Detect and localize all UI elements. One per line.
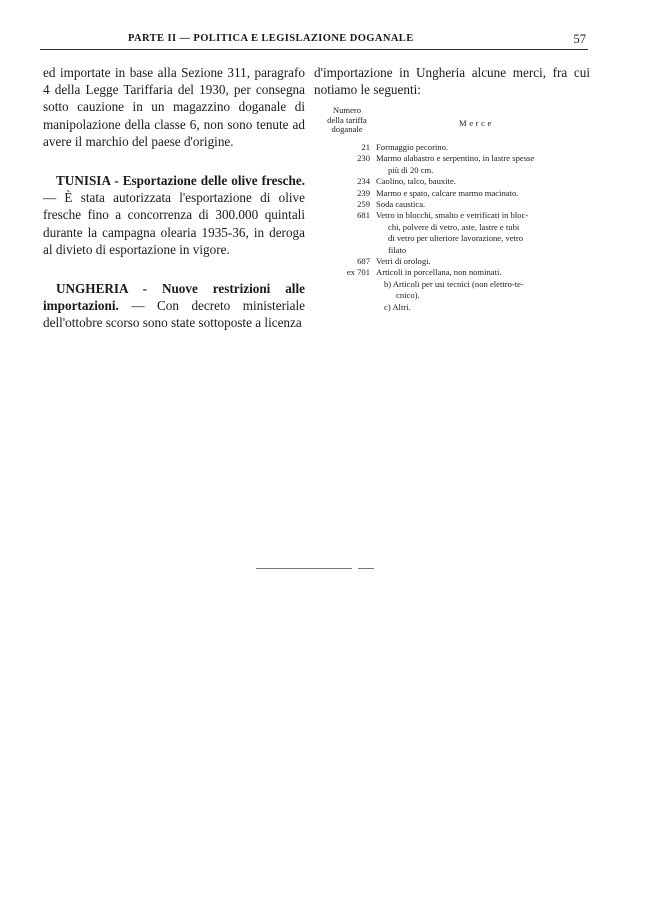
description-line: Caolino, talco, bauxite.	[376, 176, 456, 187]
right-column	[314, 64, 590, 98]
number-header-line: doganale	[331, 124, 363, 135]
tariff-number: 259	[357, 199, 370, 209]
goods-description	[376, 256, 588, 267]
description-line: Vetri di orologi.	[376, 256, 431, 266]
description-line: chi, polvere di vetro, aste, lastre e tubi	[388, 221, 520, 232]
description-line: Vetro in blocchi, smalto e vetrificati in bloc-	[376, 210, 529, 221]
page-number: 57	[573, 32, 586, 46]
goods-description	[376, 142, 588, 153]
subitem-line: c) Altri.	[384, 301, 411, 312]
description-line: Marmo alabastro e serpentino, in lastre spesse	[376, 153, 535, 164]
goods-description	[376, 199, 588, 210]
number-header-line: Numero	[332, 105, 362, 115]
tariff-number: 21	[361, 142, 370, 152]
goods-description	[376, 153, 588, 176]
left-column	[43, 64, 305, 332]
goods-description	[376, 188, 588, 199]
ungheria-heading: UNGHERIA - Nuove restrizioni alle importazioni.	[43, 281, 305, 314]
tariff-number: ex 701	[346, 267, 370, 278]
tariff-number: 230	[357, 153, 370, 164]
tariff-number: 687	[357, 256, 370, 266]
tariff-number: 239	[357, 187, 370, 198]
description-line: di vetro per ulteriore lavorazione, vetro	[388, 233, 524, 244]
number-column-header	[314, 106, 380, 135]
table-subitem	[384, 279, 588, 302]
table-subitem	[384, 302, 588, 313]
running-header	[40, 33, 588, 49]
ungheria-text: — Con decreto ministeriale dell'ottobre scorso sono state sottoposte a licenza	[43, 298, 305, 331]
running-title: PARTE II — POLITICA E LEGISLAZIONE DOGANALE	[128, 33, 414, 44]
description-line: Articoli in porcellana, non nominati.	[376, 267, 502, 278]
tunisia-paragraph	[43, 172, 305, 258]
goods-description	[376, 210, 588, 256]
end-rule-long	[256, 568, 352, 569]
ungheria-paragraph	[43, 280, 305, 332]
tariff-number: 234	[357, 176, 370, 187]
description-line: più di 20 cm.	[388, 164, 434, 175]
header-rule	[40, 49, 588, 50]
description-line: Soda caustica.	[376, 199, 426, 209]
number-header-line: della tariffa	[327, 114, 367, 125]
tariff-number: 681	[357, 210, 370, 221]
end-rule-short	[358, 568, 374, 569]
description-line: filato	[388, 244, 407, 255]
intro-paragraph: d'importazione in Ungheria alcune merci, fra cui notiamo le seguenti:	[314, 65, 590, 98]
description-line: Marmo e spato, calcare marmo macinato.	[376, 187, 519, 198]
goods-description	[376, 176, 588, 187]
tunisia-heading: TUNISIA - Esportazione delle olive fresche.	[56, 173, 305, 189]
goods-column-header: Merce	[459, 118, 494, 128]
tunisia-text: — È stata autorizzata l'esportazione di olive fresche fino a concorrenza di 300.000 quintali durante la campagna olearia 1935-36, in deroga al divieto di esportazione in vigore.	[43, 190, 305, 257]
continuation-paragraph: ed importate in base alla Sezione 311, paragrafo 4 della Legge Tariffaria del 1930, per consegna sotto cauzione in un magazzino doganale di manipolazione della classe 6, non sono tenute ad avere il marchio del paese d'origine.	[43, 65, 305, 149]
goods-description	[376, 267, 588, 278]
description-line: Formaggio pecorino.	[376, 142, 449, 152]
subitem-line: cnico).	[396, 290, 420, 301]
subitem-line: b) Articoli per usi tecnici (non elettro-te-	[384, 278, 524, 289]
